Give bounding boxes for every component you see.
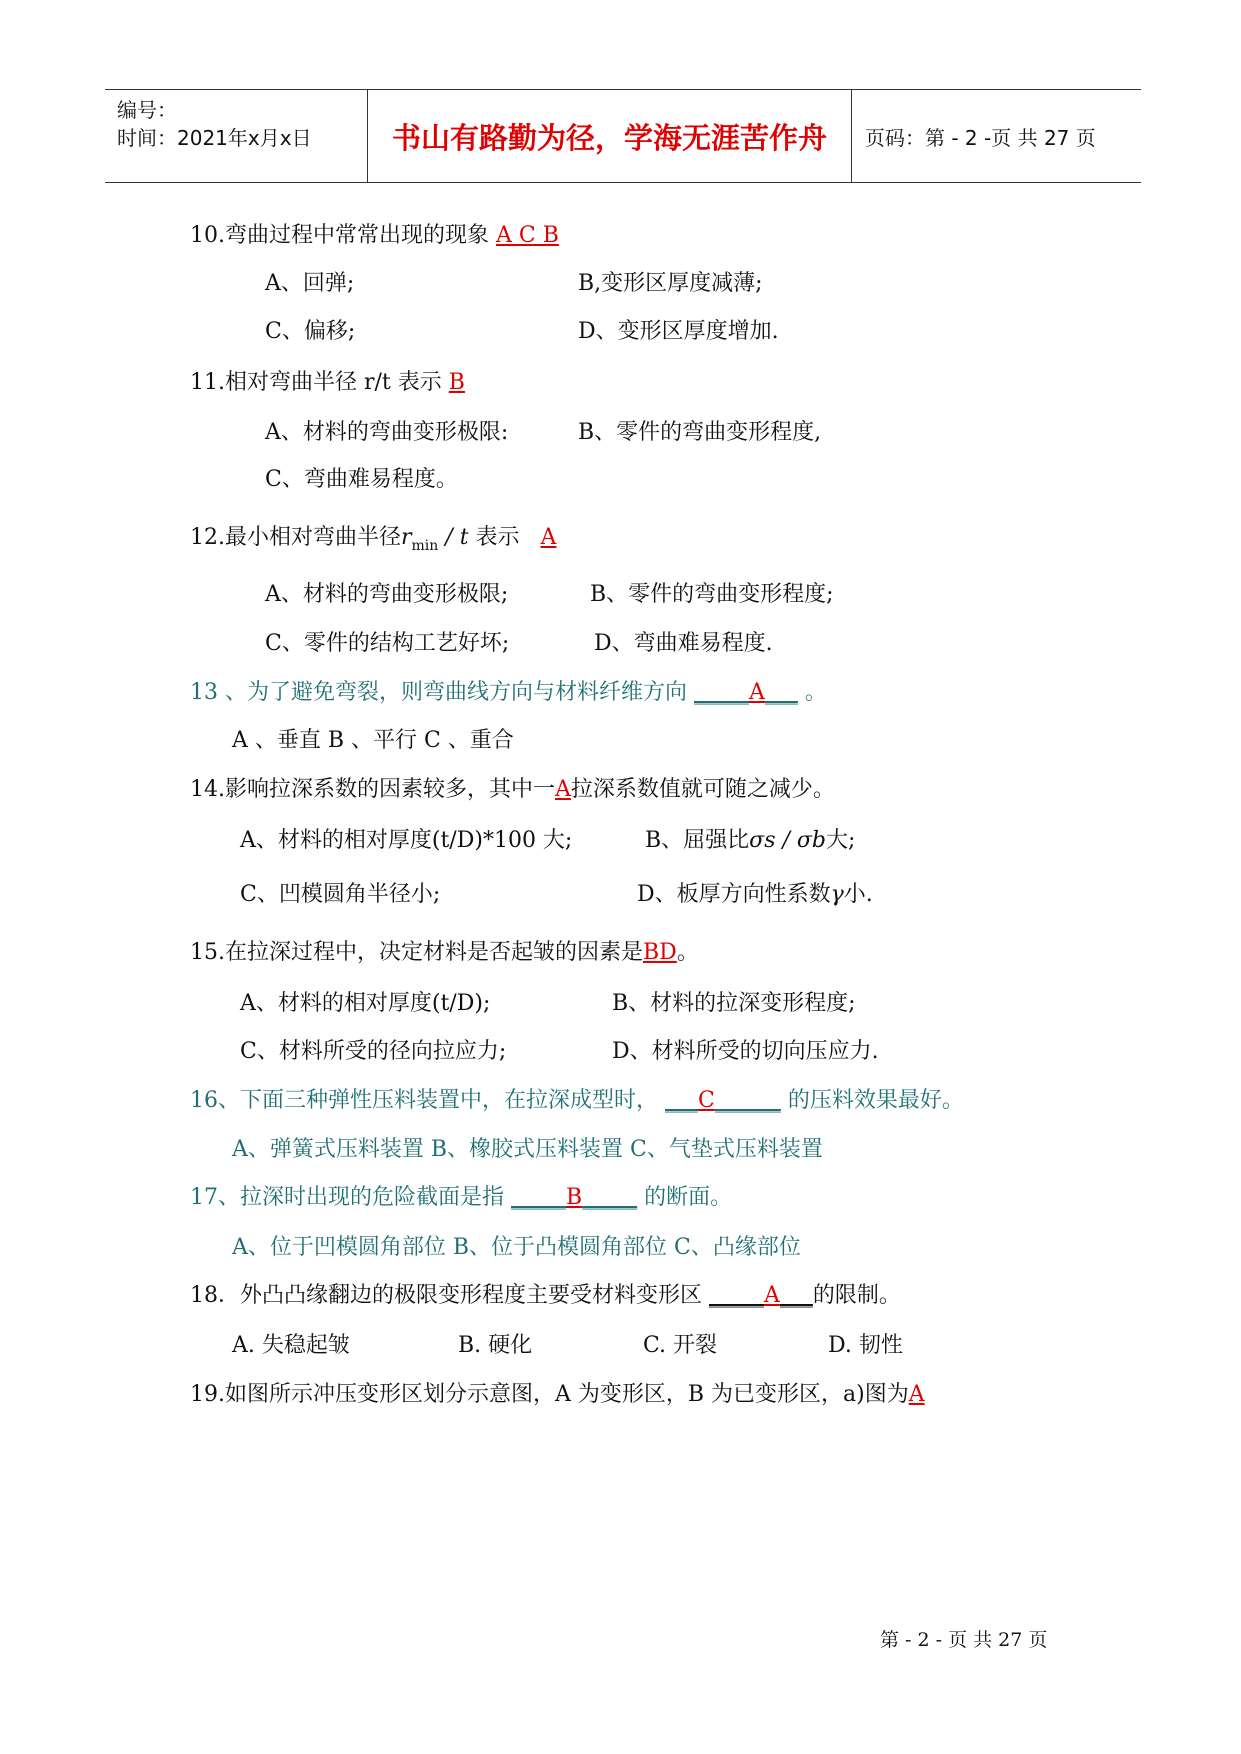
question-text: 12.最小相对弯曲半径 xyxy=(190,525,401,550)
q12-option-c: C、零件的结构工艺好坏; xyxy=(265,631,510,656)
header-page-info: 页码：第 - 2 -页 共 27 页 xyxy=(865,125,1096,150)
q14-option-c: C、凹模圆角半径小; xyxy=(240,882,441,907)
question-14 xyxy=(190,775,835,805)
q14-option-a: A、材料的相对厚度(t/D)*100 大; xyxy=(240,828,573,853)
formula-r: r xyxy=(401,525,412,550)
document-number-label: 编号： xyxy=(117,98,177,122)
blank-post: ___ xyxy=(779,1283,813,1308)
formula-gamma: γ xyxy=(830,882,844,907)
q10-option-c: C、偏移; xyxy=(265,319,356,344)
answer: B xyxy=(566,1185,583,1210)
answer: A xyxy=(540,525,557,550)
q16-options: A、弹簧式压料装置 B、橡胶式压料装置 C、气垫式压料装置 xyxy=(232,1137,823,1162)
q18-option-b: B. 硬化 xyxy=(458,1333,533,1358)
q18-option-c: C. 开裂 xyxy=(643,1333,718,1358)
page-footer: 第 - 2 - 页 共 27 页 xyxy=(880,1629,1048,1651)
question-text: 13 、为了避免弯裂，则弯曲线方向与材料纤维方向 xyxy=(190,680,687,705)
option-tail: 小. xyxy=(843,882,873,907)
question-text: 15.在拉深过程中，决定材料是否起皱的因素是 xyxy=(190,940,643,965)
question-19 xyxy=(190,1380,925,1410)
answer: A C B xyxy=(496,223,559,248)
question-16 xyxy=(190,1086,964,1116)
q18-option-d: D. 韧性 xyxy=(828,1333,903,1358)
q15-option-d: D、材料所受的切向压应力. xyxy=(612,1039,879,1064)
option-text: D、板厚方向性系数 xyxy=(637,882,831,907)
blank-pre: _____ xyxy=(694,680,749,705)
question-text: 11.相对弯曲半径 r/t 表示 xyxy=(190,370,442,395)
question-text: 16、下面三种弹性压料装置中，在拉深成型时， xyxy=(190,1088,658,1113)
q11-option-c: C、弯曲难易程度。 xyxy=(265,467,458,492)
question-tail: 的限制。 xyxy=(812,1283,901,1308)
header-meta xyxy=(105,90,368,182)
time-label: 时间：2021年x月x日 xyxy=(117,126,312,150)
question-13 xyxy=(190,678,827,708)
question-17 xyxy=(190,1183,732,1213)
question-end: 。 xyxy=(804,680,827,705)
question-text: 18．外凸凸缘翻边的极限变形程度主要受材料变形区 xyxy=(190,1283,702,1308)
q15-option-b: B、材料的拉深变形程度; xyxy=(612,991,856,1016)
q17-options: A、位于凹模圆角部位 B、位于凸模圆角部位 C、凸缘部位 xyxy=(232,1235,801,1260)
page-header xyxy=(105,89,1141,183)
q12-option-a: A、材料的弯曲变形极限; xyxy=(265,582,509,607)
option-tail: 大; xyxy=(825,828,856,853)
q10-option-d: D、变形区厚度增加. xyxy=(578,319,779,344)
answer: A xyxy=(764,1283,780,1308)
formula-sub: min xyxy=(411,538,439,554)
answer: C xyxy=(698,1088,715,1113)
q11-option-a: A、材料的弯曲变形极限: xyxy=(265,420,509,445)
q14-option-d xyxy=(637,880,873,910)
q15-option-c: C、材料所受的径向拉应力; xyxy=(240,1039,507,1064)
question-tail: 表示 xyxy=(468,525,520,550)
answer: BD xyxy=(643,940,677,965)
blank-pre: _____ xyxy=(511,1185,566,1210)
option-text: B、屈强比 xyxy=(645,828,750,853)
answer: A xyxy=(908,1382,925,1407)
question-tail: 的断面。 xyxy=(644,1185,733,1210)
q10-option-b: B,变形区厚度减薄; xyxy=(578,271,763,296)
blank-pre: _____ xyxy=(709,1283,764,1308)
q12-option-b: B、零件的弯曲变形程度; xyxy=(590,582,834,607)
blank-post: _____ xyxy=(582,1185,638,1210)
blank-pre: ___ xyxy=(665,1088,698,1113)
question-11 xyxy=(190,368,465,398)
question-15 xyxy=(190,938,699,968)
question-tail: 拉深系数值就可随之减少。 xyxy=(570,777,835,802)
q13-options: A 、垂直 B 、平行 C 、重合 xyxy=(232,728,514,753)
q18-option-a: A. 失稳起皱 xyxy=(232,1333,350,1358)
question-text: 10.弯曲过程中常常出现的现象 xyxy=(190,223,489,248)
formula-slash: / t xyxy=(438,525,469,550)
question-end: 。 xyxy=(676,940,699,965)
question-text: 19.如图所示冲压变形区划分示意图，A 为变形区，B 为已变形区，a)图为 xyxy=(190,1382,909,1407)
question-text: 17、拉深时出现的危险截面是指 xyxy=(190,1185,504,1210)
header-motto: 书山有路勤为径，学海无涯苦作舟 xyxy=(368,90,852,182)
question-18 xyxy=(190,1281,901,1311)
q10-option-a: A、回弹; xyxy=(265,271,355,296)
formula-yield-ratio: σs / σb xyxy=(749,828,826,853)
q14-option-b xyxy=(645,826,855,856)
question-text: 14.影响拉深系数的因素较多，其中一 xyxy=(190,777,555,802)
blank-post: ______ xyxy=(714,1088,781,1113)
question-12 xyxy=(190,523,556,561)
q11-option-b: B、零件的弯曲变形程度, xyxy=(578,420,822,445)
q12-option-d: D、弯曲难易程度. xyxy=(594,631,773,656)
answer: B xyxy=(448,370,465,395)
q15-option-a: A、材料的相对厚度(t/D); xyxy=(240,991,491,1016)
answer: A xyxy=(555,777,571,802)
blank-post: ___ xyxy=(764,680,798,705)
question-10 xyxy=(190,221,559,251)
question-tail: 的压料效果最好。 xyxy=(787,1088,964,1113)
answer: A xyxy=(749,680,765,705)
